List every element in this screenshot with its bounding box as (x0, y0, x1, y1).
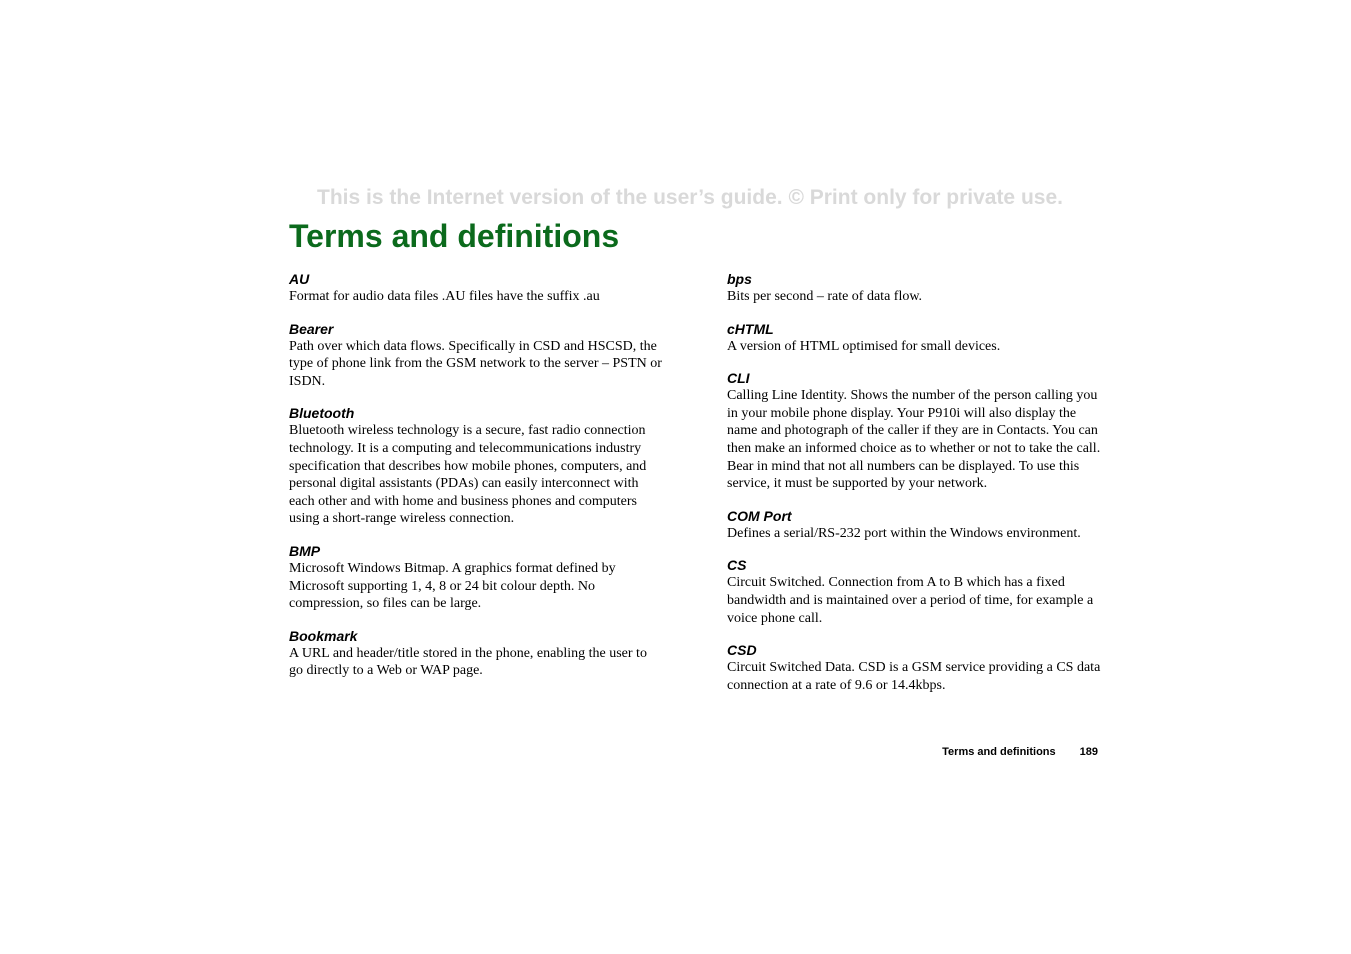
term-definition: A version of HTML optimised for small devices. (727, 338, 1001, 354)
term-heading: COM Port (727, 507, 792, 524)
term-definition: Calling Line Identity. Shows the number of the person calling you in your mobile phone display. Your P910i will also display the name and photograph of the caller if they are in Contacts. You can then make an informed choice as to whether or not to take the call. Bear in mind that not all numbers can be displayed. To use this service, it must be supported by your network. (727, 388, 1101, 492)
right-column (727, 270, 1102, 708)
term-definition: Bits per second – rate of data flow. (727, 289, 923, 304)
term-definition: Circuit Switched. Connection from A to B which has a fixed bandwidth and is maintained over a period of time, for example a voice phone call. (727, 575, 1094, 626)
glossary-entry (289, 404, 664, 528)
term-heading: Bluetooth (289, 405, 355, 422)
watermark-text: This is the Internet version of the user’s guide. © Print only for private use. (317, 186, 1063, 209)
term-heading: Bookmark (289, 627, 358, 644)
term-definition: A URL and header/title stored in the phone, enabling the user to go directly to a Web or WAP page. (289, 645, 647, 679)
term-definition: Microsoft Windows Bitmap. A graphics format defined by Microsoft supporting 1, 4, 8 or 24 bit colour depth. No compression, so files can be large. (289, 560, 616, 612)
term-heading: Bearer (289, 320, 334, 337)
glossary-entry (727, 556, 1102, 627)
term-definition: Circuit Switched Data. CSD is a GSM service providing a CS data connection at a rate of 9.6 or 14.4kbps. (727, 660, 1101, 693)
glossary-entry (289, 542, 664, 613)
glossary-entry (727, 369, 1102, 493)
page-title: Terms and definitions (289, 218, 620, 254)
glossary-entry (727, 641, 1102, 694)
glossary-entry (289, 627, 664, 680)
term-definition: Bluetooth wireless technology is a secure, fast radio connection technology. It is a computing and telecommunications industry specification that describes how mobile phones, computers, and personal digital assistants (PDAs) can easily interconnect with each other and with home and business phones and computers using a short-range wireless connection. (289, 423, 647, 527)
term-definition: Defines a serial/RS-232 port within the Windows environment. (727, 525, 1081, 541)
glossary-entry (727, 507, 1102, 543)
left-column (289, 270, 664, 694)
glossary-entry (289, 320, 664, 391)
glossary-entry (727, 270, 1102, 306)
term-heading: bps (727, 271, 752, 287)
page-number: 189 (1079, 746, 1098, 758)
term-heading: CLI (727, 370, 750, 387)
glossary-entry (727, 320, 1102, 356)
term-definition: Format for audio data files .AU files have the suffix .au (289, 289, 600, 304)
term-heading: cHTML (727, 320, 774, 337)
term-heading: AU (289, 271, 310, 287)
page-footer (942, 746, 1098, 758)
term-heading: BMP (289, 542, 321, 559)
term-heading: CS (727, 557, 747, 574)
term-heading: CSD (727, 642, 757, 659)
footer-section-title: Terms and definitions (942, 746, 1056, 758)
glossary-entry (289, 270, 664, 306)
term-definition: Path over which data flows. Specifically in CSD and HSCSD, the type of phone link from the GSM network to the server – PSTN or ISDN. (289, 338, 662, 389)
